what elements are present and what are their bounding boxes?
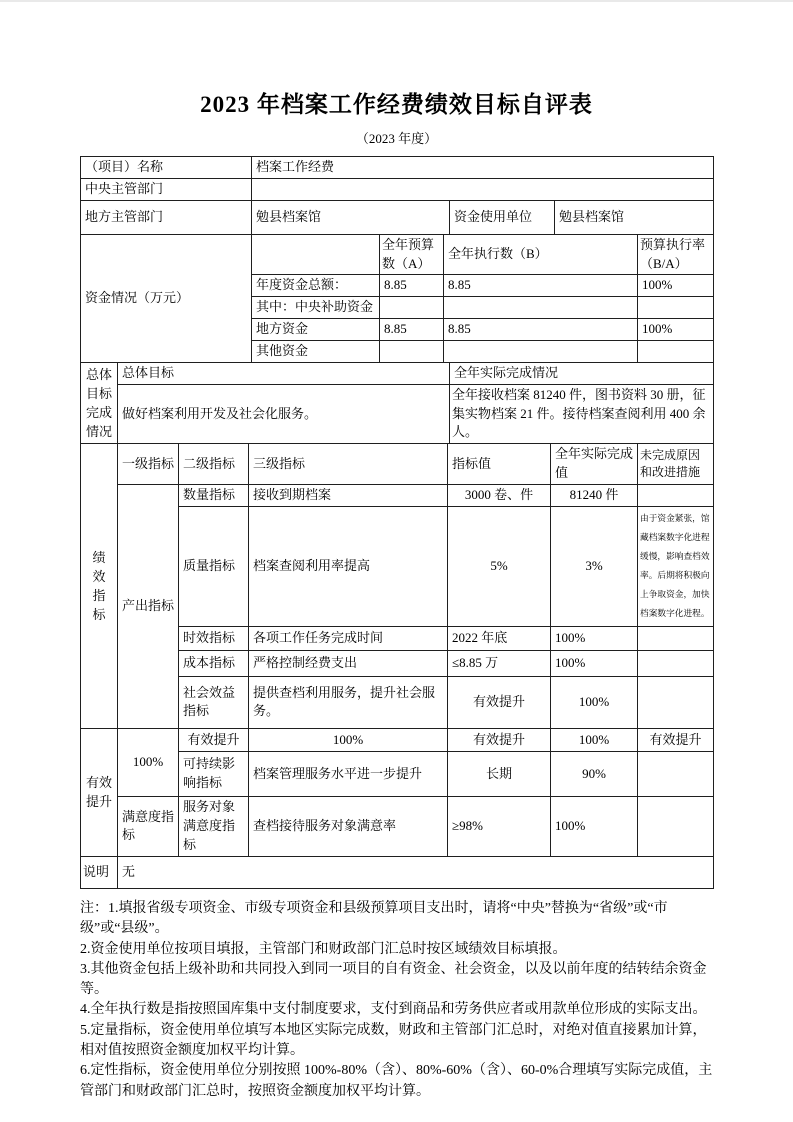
indicator-actual: 81240 件 [551,484,638,506]
indicator-actual: 90% [551,751,638,796]
indicator-l3: 接收到期档案 [249,484,448,506]
funding-executed-b: 8.85 [444,319,638,341]
funding-table [80,234,714,363]
note-item: 3.其他资金包括上级补助和共同投入到同一项目的自有资金、社会资金，以及以前年度的结转结余资金等。 [80,961,707,998]
indicator-reason [638,650,714,676]
remark-value: 无 [118,856,714,888]
effectiveness-level1-percent: 100% [118,728,179,796]
indicator-reason [638,796,714,856]
indicator-actual: 100% [551,626,638,650]
funding-executed-b: 8.85 [444,275,638,297]
indicator-l2: 数量指标 [179,484,249,506]
funding-rate [638,297,714,319]
indicator-value: 有效提升 [448,728,551,751]
col-header-budget: 全年预算数（A） [380,234,444,275]
indicator-value: 3000 卷、件 [448,484,551,506]
overall-section-label-text: 总体目标完成情况 [85,366,112,439]
indicator-value: 长期 [448,751,551,796]
indicator-value: ≤8.85 万 [448,650,551,676]
indicator-value: ≥98% [448,796,551,856]
level1-output-label: 产出指标 [118,484,179,728]
effectiveness-section-label-text: 有效提升 [85,775,112,810]
indicator-l2: 服务对象满意度指标 [179,796,249,856]
note-item [80,899,713,940]
perf-section-label [81,444,118,729]
indicators-table [80,443,714,889]
project-name-label: （项目）名称 [81,157,252,179]
overall-goal-header: 总体目标 [118,362,450,384]
funding-budget-a: 8.85 [380,275,444,297]
funding-budget-a: 8.85 [380,319,444,341]
funding-row-label: 年度资金总额： [252,275,380,297]
indicator-l2: 时效指标 [179,626,249,650]
indicator-value: 2022 年底 [448,626,551,650]
page-subtitle: （2023 年度） [355,131,438,146]
satisfaction-level1-label: 满意度指标 [118,796,179,856]
indicator-l3: 100% [249,728,448,751]
indicator-l2: 社会效益指标 [179,676,249,728]
central-dept-value [252,178,714,200]
funding-rate: 100% [638,319,714,341]
note-item: 6.定性指标，资金使用单位分别按照 100%-80%（含）、80%-60%（含）、60-0%合理填写实际完成值，主管部门和财政部门汇总时，按照资金额度加权平均计算。 [80,1063,713,1099]
note-item: 2.资金使用单位按项目填报，主管部门和财政部门汇总时按区域绩效目标填报。 [80,941,567,957]
funding-rate [638,341,714,363]
indicator-reason [638,751,714,796]
indicator-reason: 有效提升 [638,728,714,751]
indicator-actual: 3% [551,506,638,626]
indicator-l3: 各项工作任务完成时间 [249,626,448,650]
indicator-l2: 成本指标 [179,650,249,676]
local-dept-value: 勉县档案馆 [252,200,450,234]
funding-budget-a [380,297,444,319]
indicator-value: 5% [448,506,551,626]
perf-section-label-text: 绩效指标 [92,549,106,622]
overall-section-label [81,362,118,443]
funding-section-label: 资金情况（万元） [81,234,252,362]
funding-row-label: 其中：中央补助资金 [252,297,380,319]
header-target-value: 指标值 [448,444,551,485]
effectiveness-section-label [81,728,118,856]
project-name-value: 档案工作经费 [252,157,714,179]
header-actual-value: 全年实际完成值 [551,444,638,485]
indicator-actual: 100% [551,728,638,751]
header-reason: 未完成原因和改进措施 [638,444,714,485]
overall-actual-header: 全年实际完成情况 [450,362,714,384]
fund-user-value: 勉县档案馆 [555,200,714,234]
indicator-actual: 100% [551,796,638,856]
overall-goal-table [80,362,714,444]
indicator-l3: 档案查阅利用率提高 [249,506,448,626]
funding-rate: 100% [638,275,714,297]
indicator-l2: 质量指标 [179,506,249,626]
note-item: 4.全年执行数是指按照国库集中支付制度要求，支付到商品和劳务供应者或用款单位形成的实际支出。 [80,1002,707,1018]
indicator-l3: 档案管理服务水平进一步提升 [249,751,448,796]
header-level2: 二级指标 [179,444,249,485]
page-title: 2023 年档案工作经费绩效目标自评表 [200,92,593,117]
indicator-reason [638,626,714,650]
indicator-reason [638,484,714,506]
info-table [80,156,714,235]
note-item: 5.定量指标，资金使用单位填写本地区实际完成数，财政和主管部门汇总时，对绝对值直接累加计算，相对值按照资金额度加权平均计算。 [80,1022,707,1059]
note-prefix: 注： [80,900,108,916]
funding-corner-blank [252,234,380,275]
indicator-l3: 查档接待服务对象满意率 [249,796,448,856]
indicator-l3: 提供查档利用服务，提升社会服务。 [249,676,448,728]
local-dept-label: 地方主管部门 [81,200,252,234]
overall-goal-text: 做好档案利用开发及社会化服务。 [118,384,450,444]
header-level1: 一级指标 [118,444,179,485]
indicator-reason: 由于资金紧张，馆藏档案数字化进程缓慢，影响查档效率。后期将积极向上争取资金，加快档案数字化进程。 [638,506,714,626]
indicator-l2: 可持续影响指标 [179,751,249,796]
indicator-actual: 100% [551,650,638,676]
central-dept-label: 中央主管部门 [81,178,252,200]
indicator-l3: 严格控制经费支出 [249,650,448,676]
header-level3: 三级指标 [249,444,448,485]
footnotes [80,899,713,1102]
note-text: 1.填报省级专项资金、市级专项资金和县级预算项目支出时，请将“中央”替换为“省级”或“市级”或“县级”。 [80,900,668,937]
col-header-executed: 全年执行数（B） [444,234,638,275]
indicator-reason [638,676,714,728]
funding-executed-b [444,341,638,363]
funding-executed-b [444,297,638,319]
indicator-value: 有效提升 [448,676,551,728]
funding-row-label: 其他资金 [252,341,380,363]
overall-actual-text: 全年接收档案 81240 件，图书资料 30 册，征集实物档案 21 件。接待档案查阅利用 400 余人。 [450,384,714,444]
fund-user-label: 资金使用单位 [450,200,555,234]
funding-budget-a [380,341,444,363]
col-header-rate: 预算执行率（B/A） [638,234,714,275]
indicator-actual: 100% [551,676,638,728]
funding-row-label: 地方资金 [252,319,380,341]
indicator-l2: 有效提升 [179,728,249,751]
remark-label: 说明 [81,856,118,888]
